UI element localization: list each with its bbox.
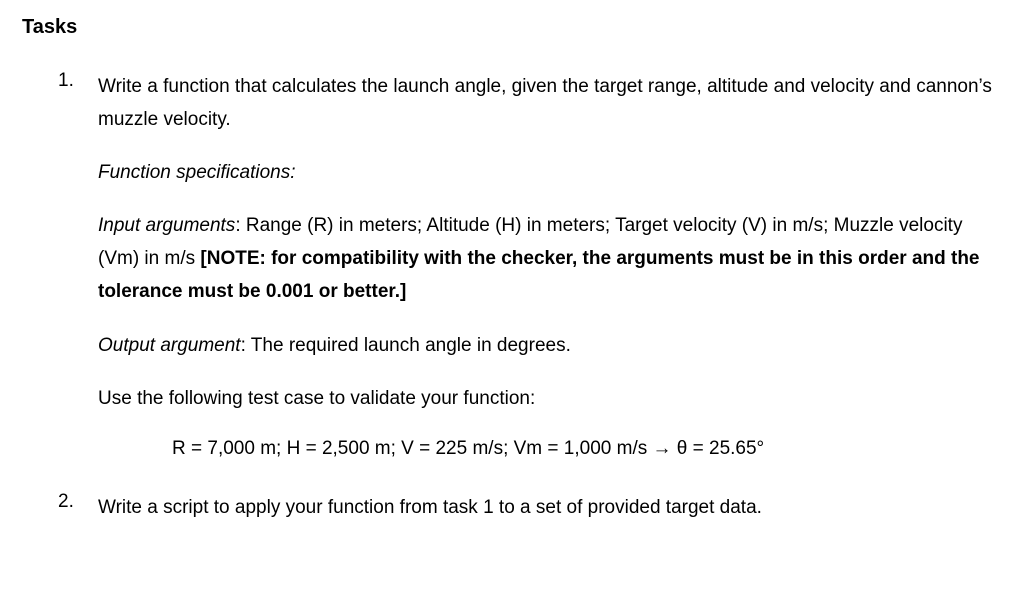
function-specifications-heading: Function specifications: <box>98 162 296 183</box>
test-case-equation: R = 7,000 m; H = 2,500 m; V = 225 m/s; Vm = 1,000 m/s → θ = 25.65° <box>172 438 765 459</box>
task-2-description: Write a script to apply your function from task 1 to a set of provided target data. <box>98 497 762 518</box>
input-arguments-label: Input arguments <box>98 215 236 236</box>
task-1-description: Write a function that calculates the launch angle, given the target range, altitude and velocity and cannon’s muzzle velocity. <box>98 76 992 130</box>
checker-note: [NOTE: for compatibility with the checker, the arguments must be in this order and the tolerance must be 0.001 or better.] <box>98 248 980 302</box>
tasks-heading: Tasks <box>22 16 78 38</box>
task-2-number: 2. <box>58 491 74 512</box>
task-1-number: 1. <box>58 70 74 91</box>
test-case-intro: Use the following test case to validate your function: <box>98 388 536 409</box>
output-argument-label: Output argument <box>98 335 241 356</box>
input-arguments-paragraph <box>98 209 1008 308</box>
input-arguments-text: : Range (R) in meters; Altitude (H) in meters; Target velocity (V) in m/s; Muzzle velocity (Vm) in m/s <box>98 215 963 269</box>
output-argument-paragraph <box>98 329 1008 362</box>
output-argument-text: : The required launch angle in degrees. <box>240 335 571 356</box>
